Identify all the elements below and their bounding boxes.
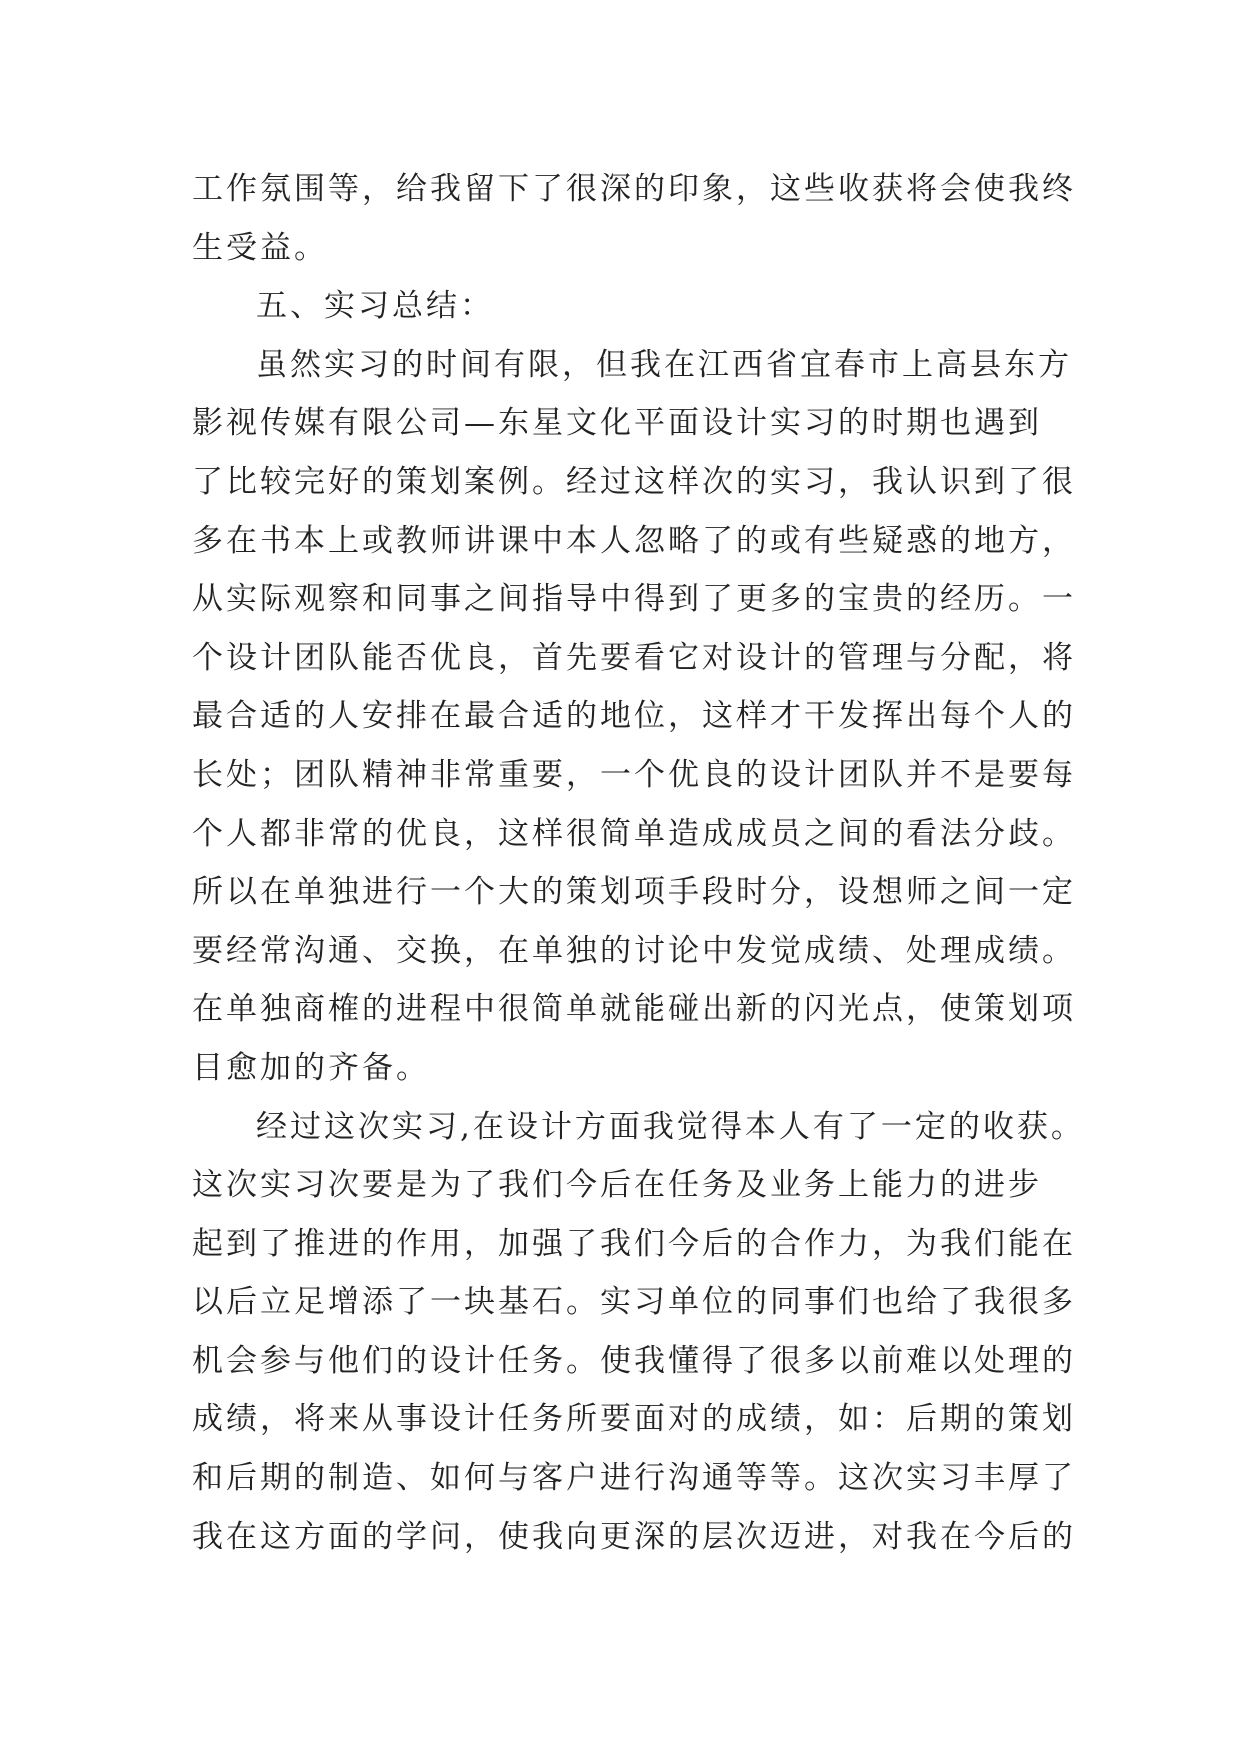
text-line: 影视传媒有限公司—东星文化平面设计实习的时期也遇到 [192,405,1042,442]
body-text [192,160,1085,1566]
text-line: 起到了推进的作用，加强了我们今后的合作力，为我们能在 [192,1225,1076,1262]
text-line: 所以在单独进行一个大的策划项手段时分，设想师之间一定 [192,874,1076,911]
text-line: 在单独商榷的进程中很简单就能碰出新的闪光点，使策划项 [192,991,1076,1028]
text-line: 经过这次实习,在设计方面我觉得本人有了一定的收获。 [256,1108,1085,1145]
text-line: 长处；团队精神非常重要，一个优良的设计团队并不是要每 [192,756,1076,793]
text-line: 成绩，将来从事设计任务所要面对的成绩，如：后期的策划 [192,1401,1076,1438]
text-line: 要经常沟通、交换，在单独的讨论中发觉成绩、处理成绩。 [192,932,1076,969]
text-line: 从实际观察和同事之间指导中得到了更多的宝贵的经历。一 [192,581,1076,618]
text-line: 我在这方面的学问，使我向更深的层次迈进，对我在今后的 [192,1518,1076,1555]
text-line: 机会参与他们的设计任务。使我懂得了很多以前难以处理的 [192,1342,1076,1379]
text-line: 虽然实习的时间有限，但我在江西省宜春市上高县东方 [256,346,1072,383]
text-line: 最合适的人安排在最合适的地位，这样才干发挥出每个人的 [192,698,1076,735]
text-line: 工作氛围等，给我留下了很深的印象，这些收获将会使我终 [192,171,1076,207]
text-line: 这次实习次要是为了我们今后在任务及业务上能力的进步 [192,1167,1042,1204]
text-line: 多在书本上或教师讲课中本人忽略了的或有些疑惑的地方， [192,522,1076,559]
text-line: 个人都非常的优良，这样很简单造成成员之间的看法分歧。 [192,815,1076,852]
text-line: 以后立足增添了一块基石。实习单位的同事们也给了我很多 [192,1284,1076,1321]
text-line: 了比较完好的策划案例。经过这样次的实习，我认识到了很 [192,463,1076,500]
text-line: 个设计团队能否优良，首先要看它对设计的管理与分配，将 [192,639,1076,676]
text-line: 生受益。 [192,229,328,266]
text-line: 目愈加的齐备。 [192,1049,430,1086]
section-heading: 五、实习总结： [256,288,494,325]
text-line: 和后期的制造、如何与客户进行沟通等等。这次实习丰厚了 [192,1460,1076,1497]
